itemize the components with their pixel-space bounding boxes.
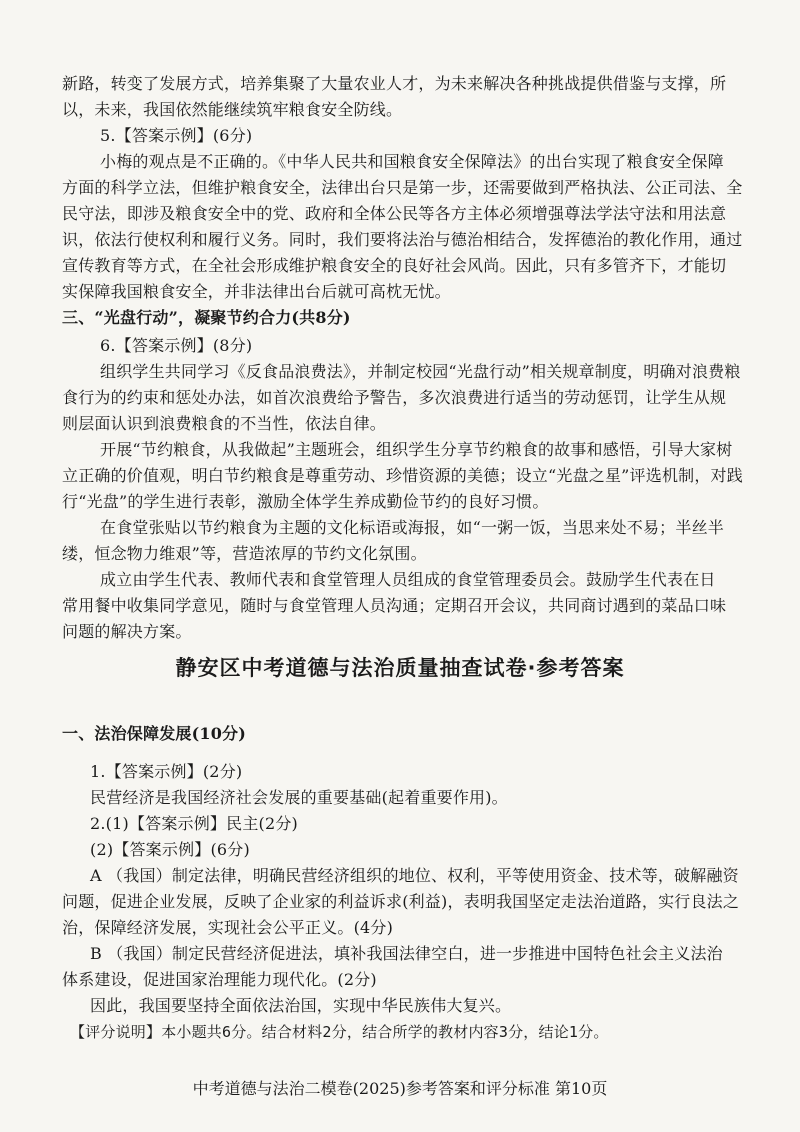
question-2-2-heading: (2)【答案示例】(6分): [90, 840, 250, 859]
paragraph-line: 民守法，即涉及粮食安全中的党、政府和全体公民等各方主体必须增强尊法学法守法和用法意: [62, 204, 727, 223]
page-title: 静安区中考道德与法治质量抽查试卷·参考答案: [175, 656, 625, 680]
paragraph-line: 方面的科学立法，但维护粮食安全，法律出台只是第一步，还需要做到严格执法、公正司法、全: [62, 178, 743, 197]
paragraph-line: 成立由学生代表、教师代表和食堂管理人员组成的食堂管理委员会。鼓励学生代表在日: [100, 570, 716, 589]
paragraph-line: 宣传教育等方式，在全社会形成维护粮食安全的良好社会风尚。因此，只有多管齐下，才能切: [62, 256, 727, 275]
paragraph-line: 缕，恒念物力维艰”等，营造浓厚的节约文化氛围。: [62, 544, 427, 563]
paragraph-line: 开展“节约粮食，从我做起”主题班会，组织学生分享节约粮食的故事和感悟，引导大家树: [100, 440, 733, 459]
answer-a-line: A （我国）制定法律，明确民营经济组织的地位、权利，平等使用资金、技术等，破解融资: [90, 866, 739, 885]
scoring-note: 【评分说明】本小题共6分。结合材料2分，结合所学的教材内容3分，结论1分。: [70, 1023, 609, 1041]
question-6-heading: 6.【答案示例】(8分): [100, 336, 253, 355]
answer-a-line: 治，保障经济发展，实现社会公平正义。(4分): [62, 918, 394, 937]
paragraph-line: 新路，转变了发展方式，培养集聚了大量农业人才，为未来解决各种挑战提供借鉴与支撑，所: [62, 74, 727, 93]
paragraph-line: 组织学生共同学习《反食品浪费法》，并制定校园“光盘行动”相关规章制度，明确对浪费粮: [100, 362, 741, 381]
paragraph-line: 识，依法行使权利和履行义务。同时，我们要将法治与德治相结合，发挥德治的教化作用，通过: [62, 230, 743, 249]
answer-b-line: B （我国）制定民营经济促进法，填补我国法律空白，进一步推进中国特色社会主义法治: [90, 944, 723, 963]
paragraph-line: 立正确的价值观，明白节约粮食是尊重劳动、珍惜资源的美德；设立“光盘之星”评选机制，对践: [62, 466, 743, 485]
question-1-heading: 1.【答案示例】(2分): [90, 762, 243, 781]
section-3-heading: 三、“光盘行动”，凝聚节约合力(共8分): [62, 308, 351, 327]
paragraph-line: 则层面认识到浪费粮食的不当性，依法自律。: [62, 414, 387, 433]
paragraph-line: 问题的解决方案。: [62, 622, 192, 641]
conclusion-line: 因此，我国要坚持全面依法治国，实现中华民族伟大复兴。: [90, 996, 512, 1015]
paragraph-line: 在食堂张贴以节约粮食为主题的文化标语或海报，如“一粥一饭，当思来处不易；半丝半: [100, 518, 724, 537]
answer-b-line: 体系建设，促进国家治理能力现代化。(2分): [62, 970, 377, 989]
answer-a-line: 问题，促进企业发展，反映了企业家的利益诉求(利益)，表明我国坚定走法治道路，实行良法之: [62, 892, 740, 911]
section-1-heading: 一、法治保障发展(10分): [62, 724, 247, 743]
paragraph-line: 食行为的约束和惩处办法，如首次浪费给予警告，多次浪费进行适当的劳动惩罚，让学生从规: [62, 388, 727, 407]
paragraph-line: 小梅的观点是不正确的。《中华人民共和国粮食安全保障法》的出台实现了粮食安全保障: [100, 152, 724, 171]
question-1-answer: 民营经济是我国经济社会发展的重要基础(起着重要作用)。: [90, 788, 508, 807]
question-2-1-answer: 2.(1)【答案示例】民主(2分): [90, 814, 298, 833]
paragraph-line: 实保障我国粮食安全，并非法律出台后就可高枕无忧。: [62, 282, 451, 301]
paragraph-line: 行“光盘”的学生进行表彰，激励全体学生养成勤俭节约的良好习惯。: [62, 492, 549, 511]
paragraph-line: 常用餐中收集同学意见，随时与食堂管理人员沟通；定期召开会议，共同商讨遇到的菜品口味: [62, 596, 727, 615]
question-5-heading: 5.【答案示例】(6分): [100, 126, 253, 145]
page-footer: 中考道德与法治二模卷(2025)参考答案和评分标准 第10页: [192, 1079, 608, 1098]
paragraph-line: 以，未来，我国依然能继续筑牢粮食安全防线。: [62, 100, 403, 119]
